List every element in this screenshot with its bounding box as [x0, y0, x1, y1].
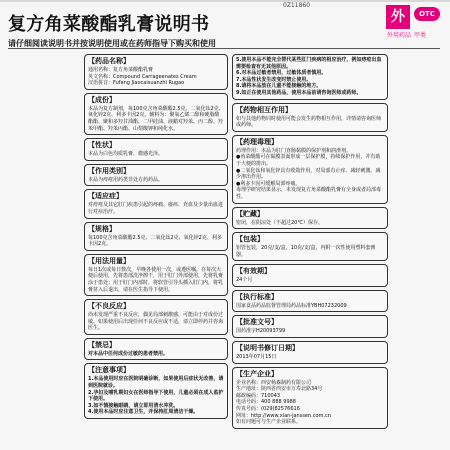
section-line: 企业名称：西安杨森制药有限公司: [236, 379, 312, 386]
section-line: 本品为复方制剂，每100克含角菜酸酯2.5克、二氧化钛2克、氧化锌2克、利多卡因2克。辅料为：聚氧乙烯二醇和硬脂酸酯酯、聚和多羟甘油酯、二甲硅油、液蜡对羟苯、丙二醇、羟苯甲酯、羟苯丙酯、山梨酸钾和纯化水。: [88, 105, 224, 132]
title-rule: [8, 48, 440, 49]
page-title: 复方角菜酸酯乳膏说明书: [8, 14, 210, 35]
section-line: 本品为痔疮用药类非处方药药品。: [88, 176, 164, 183]
section-title: 【说明书修订日期】: [236, 344, 299, 353]
section-line: 国家食品药品监督管理局药品标准YBH07232009: [236, 302, 347, 309]
section-line: 对痔疮及其它肛门疾患引起的疼痛、瘙痒、充血及少量出血进行对症治疗。: [88, 202, 224, 215]
section-package: [232, 232, 388, 261]
section-line: 3.如不慎接触眼睛，请立即用清水冲洗。: [88, 402, 179, 409]
section-dosage: [84, 254, 228, 296]
section-line: ●二氧化钛和氧化锌具有收敛作用，对局部有止痒、减轻刺激、减少渗出作用。: [236, 167, 381, 181]
section-line: 传真号码：(029)82576616: [236, 406, 300, 413]
section-expiry: [232, 264, 388, 287]
section-contraindications: [84, 338, 228, 361]
section-adverse-reactions: [84, 299, 228, 335]
section-title: 【包装】: [236, 235, 264, 244]
section-line: 7.本品性状发生改变时禁止使用。: [236, 76, 312, 83]
section-title: 【生产企业】: [236, 369, 278, 378]
section-title: 【规格】: [88, 224, 116, 233]
section-title: 【药品名称】: [88, 57, 130, 65]
section-line: 汉语拼音：Fufang Jiaocaisuanzhi Rugao: [88, 80, 185, 87]
section-title: 【适应症】: [88, 192, 123, 201]
section-line: 铝管包装，20克/支/盒，10克/支/盒，内附一次性使用塑料套膏器。: [236, 245, 376, 258]
section-storage: [232, 207, 388, 230]
section-line: 6.对本品过敏者禁用，过敏体质者慎用。: [236, 70, 327, 77]
section-title: 【贮藏】: [236, 209, 264, 218]
section-ingredients: [84, 93, 228, 135]
section-title: 【作用类别】: [88, 166, 130, 175]
section-line: 8.请将本品放在儿童不能接触的地方。: [236, 83, 322, 90]
section-manufacturer: [232, 367, 388, 429]
section-line: 本品为白色均质乳膏，微感光泽。: [88, 151, 164, 158]
section-line: 2013年07月15日: [236, 354, 277, 361]
otc-badge: OTC: [414, 7, 440, 21]
section-title: 【执行标准】: [236, 292, 278, 301]
section-title: 【不良反应】: [88, 302, 130, 311]
section-line: 密闭，在阴凉处（不超过20℃）保存。: [236, 219, 323, 226]
section-line: 国药准字H20093799: [236, 328, 286, 335]
section-title: 【用法用量】: [88, 256, 130, 265]
section-line: 邮政编码：710043: [236, 392, 281, 399]
section-line: 电话号码：400 888 9988: [236, 399, 296, 406]
external-use-badge: 外: [386, 5, 410, 29]
document-code: 0Z11860: [283, 2, 311, 9]
section-line: 每日1次或每日数次，早晚各使用一次，或遵医嘱。在每次大便后使用，先将患部洗净擦干，用于肛门外部使用，先将乳膏涂于患处；用于肛门内部时，将软管引导头插入肛门内，将乳膏挤入后退出，请在医生指导下使用。: [88, 266, 224, 293]
section-line: 毒理学研究结果显示，未发现复方角菜酸酯乳膏有全身或者局部毒性。: [236, 187, 382, 200]
section-line: 如与其他药物同时使用可能会发生药物相互作用，详情请咨询医师或药师。: [236, 115, 382, 129]
section-standard: [232, 290, 388, 313]
section-line: 每100克含角菜酸酯2.5克、二氧化钛2克、氧化锌2克、利多卡因2克。: [88, 234, 222, 248]
section-drug-name: [84, 54, 228, 90]
section-specification: [84, 222, 228, 251]
section-line: 5.使用本品不能完全替代某些肛门疾病的相应治疗，例如痔疮出血需要检查有无其他原因。: [236, 57, 382, 70]
section-title: 【批准文号】: [236, 318, 278, 327]
section-line: 9.如正在使用其他药品，使用本品前请咨询医师或药师。: [236, 89, 362, 96]
section-title: 【性状】: [88, 141, 116, 150]
section-line: 尚未发现严重不良反应，偶见局部刺激感，可能由于对成份过敏。如果使用后出现任何不良反应或不适，请立即停药并咨询医生。: [88, 312, 224, 332]
section-precautions: [84, 363, 228, 419]
section-pharmacology: [232, 135, 388, 204]
section-line: 4.使用本品时应注意卫生，并保持肛周清洁干燥。: [88, 409, 199, 416]
section-line: 1.本品使用时应在医院明确诊断，如果使用后症状无改善，请到医院就诊。: [88, 376, 224, 390]
right-column: [232, 54, 388, 432]
section-precautions-continued: [232, 54, 388, 100]
section-line: 24个月: [236, 277, 253, 284]
section-line: 对本品中任何成份过敏的患者禁用。: [88, 350, 169, 357]
top-edge: [0, 0, 450, 2]
section-title: 【有效期】: [236, 267, 271, 276]
section-title: 【药理毒理】: [236, 137, 278, 146]
section-indications: [84, 189, 228, 218]
left-column: [84, 54, 228, 422]
section-line: 网址：http://www.xian-janssen.com.cn: [236, 412, 331, 419]
section-revision-date: [232, 341, 388, 364]
section-line: 2.孕妇及哺乳期妇女在医师指导下使用，儿童必须在成人监护下使用。: [88, 389, 224, 403]
section-line: 药理作用：本品为肛门直肠黏膜的保护剂和润滑剂。: [236, 147, 352, 154]
external-use-label: 外用药品: [387, 32, 412, 39]
section-line: 英文名称：Compound Carrageenates Cream: [88, 73, 197, 80]
section-line: ●角菜酸酯可在黏膜表面形成一层保护膜，持续保护作用，并有助于大便的排出。: [236, 154, 381, 167]
section-approval-number: [232, 315, 388, 338]
section-category: [84, 164, 228, 187]
section-title: 【成份】: [88, 95, 116, 104]
section-line: 生产地址：陕西省西安市万寿北路34号: [236, 386, 323, 393]
otc-label: 甲类: [414, 32, 427, 39]
section-line: 如有问题可与生产企业联系。: [236, 419, 302, 426]
section-title: 【禁忌】: [88, 340, 116, 349]
page-subtitle: 请仔细阅读说明书并按说明使用或在药师指导下购买和使用: [8, 39, 216, 48]
section-title: 【药物相互作用】: [236, 105, 292, 114]
section-title: 【注意事项】: [88, 366, 130, 375]
section-description: [84, 138, 228, 161]
section-line: 通用名称：复方角菜酸酯乳膏: [88, 67, 154, 73]
section-interactions: [232, 103, 388, 132]
section-line: ●利多卡因可缓解局部疼痛。: [236, 180, 301, 187]
